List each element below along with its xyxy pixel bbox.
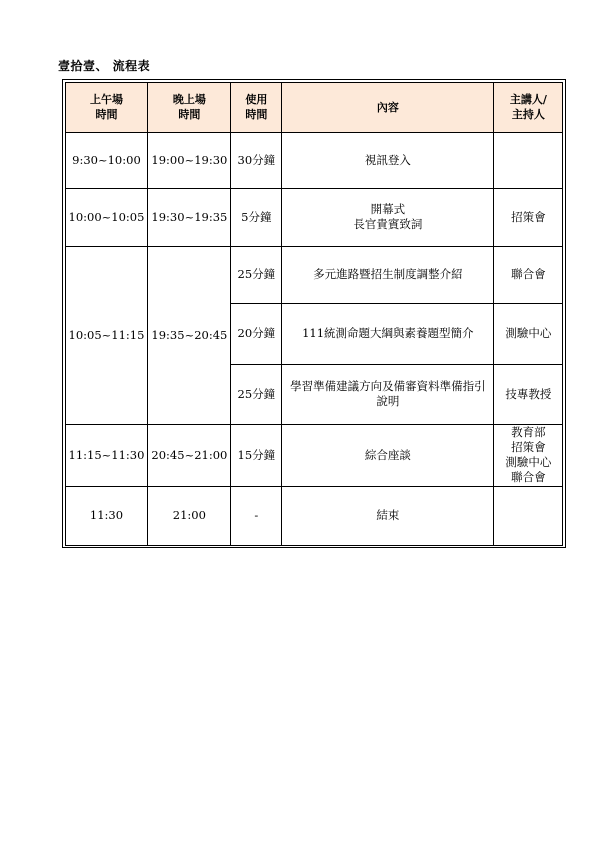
header-host: 主講人/ 主持人 xyxy=(494,82,563,132)
schedule-table-frame xyxy=(62,79,566,548)
morning-time-cell: 11:15~11:30 xyxy=(65,424,148,486)
duration-cell: 25分鐘 xyxy=(231,246,282,303)
host-cell: 測驗中心 xyxy=(494,303,563,364)
content-cell: 多元進路暨招生制度調整介紹 xyxy=(282,246,494,303)
duration-cell: 25分鐘 xyxy=(231,364,282,424)
content-cell: 學習準備建議方向及備審資料準備指引 說明 xyxy=(282,364,494,424)
header-row xyxy=(65,82,563,132)
content-cell: 結束 xyxy=(282,486,494,545)
evening-time-cell: 19:00~19:30 xyxy=(148,132,231,188)
header-content: 內容 xyxy=(282,82,494,132)
evening-time-cell: 19:30~19:35 xyxy=(148,188,231,246)
content-cell: 111統測命題大綱與素養題型簡介 xyxy=(282,303,494,364)
host-cell: 教育部 招策會 測驗中心 聯合會 xyxy=(494,424,563,486)
table-row xyxy=(65,188,563,246)
morning-time-cell: 10:00~10:05 xyxy=(65,188,148,246)
content-cell: 綜合座談 xyxy=(282,424,494,486)
header-duration: 使用 時間 xyxy=(231,82,282,132)
host-cell xyxy=(494,132,563,188)
table-row xyxy=(65,246,563,303)
table-row xyxy=(65,424,563,486)
host-cell xyxy=(494,486,563,545)
table-row xyxy=(65,132,563,188)
header-evening-time: 晚上場 時間 xyxy=(148,82,231,132)
host-cell: 技專教授 xyxy=(494,364,563,424)
schedule-table xyxy=(65,82,564,546)
duration-cell: - xyxy=(231,486,282,545)
content-cell: 視訊登入 xyxy=(282,132,494,188)
duration-cell: 15分鐘 xyxy=(231,424,282,486)
host-cell: 聯合會 xyxy=(494,246,563,303)
duration-cell: 5分鐘 xyxy=(231,188,282,246)
morning-time-cell: 11:30 xyxy=(65,486,148,545)
morning-time-cell: 10:05~11:15 xyxy=(65,246,148,424)
morning-time-cell: 9:30~10:00 xyxy=(65,132,148,188)
evening-time-cell: 20:45~21:00 xyxy=(148,424,231,486)
evening-time-cell: 21:00 xyxy=(148,486,231,545)
duration-cell: 20分鐘 xyxy=(231,303,282,364)
content-cell: 開幕式 長官貴賓致詞 xyxy=(282,188,494,246)
duration-cell: 30分鐘 xyxy=(231,132,282,188)
header-morning-time: 上午場 時間 xyxy=(65,82,148,132)
evening-time-cell: 19:35~20:45 xyxy=(148,246,231,424)
section-heading: 壹拾壹、 流程表 xyxy=(58,59,151,73)
table-row xyxy=(65,486,563,545)
host-cell: 招策會 xyxy=(494,188,563,246)
